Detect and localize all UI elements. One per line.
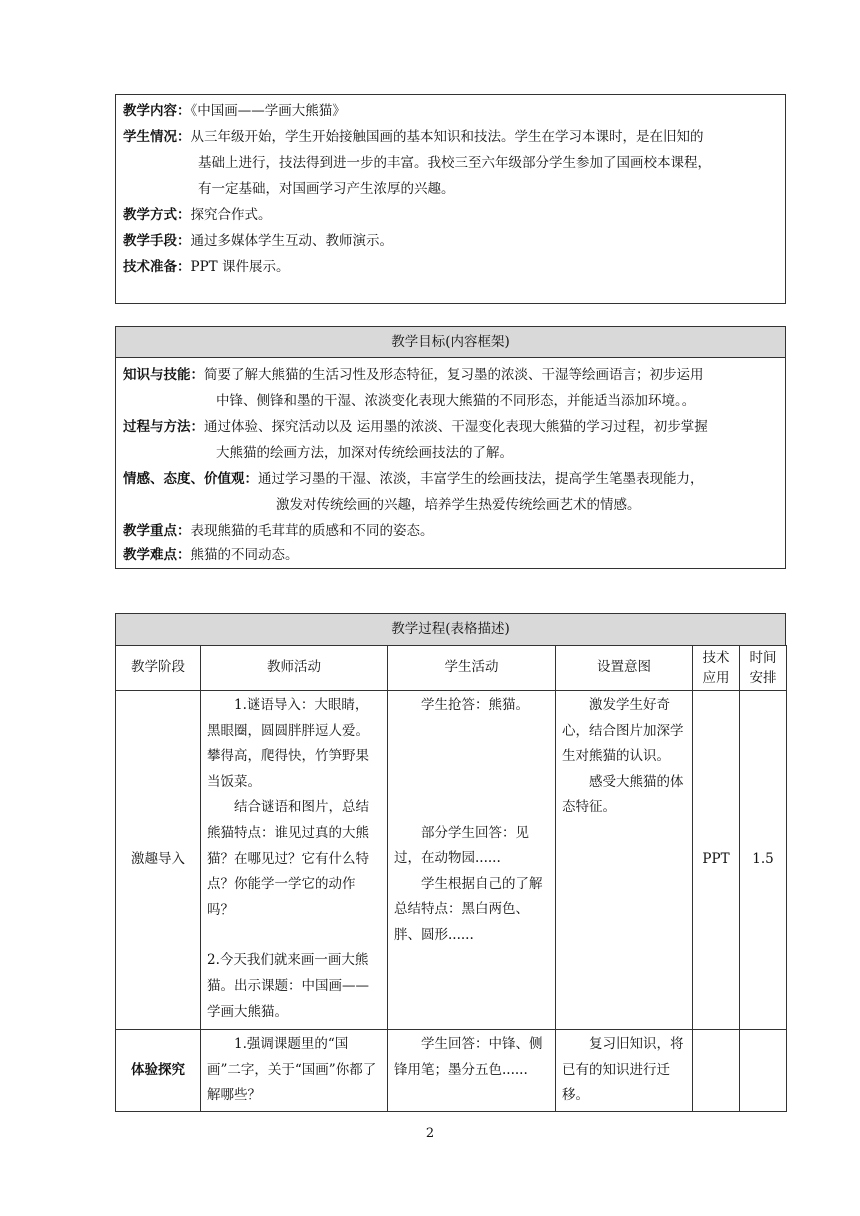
content-line xyxy=(123,101,346,121)
process-text-2: 大熊猫的绘画方法，加深对传统绘画技法的了解。 xyxy=(216,445,513,461)
content-value: 《中国画——学画大熊猫》 xyxy=(190,103,346,119)
emotion-text-2: 激发对传统绘画的兴趣，培养学生热爱传统绘画艺术的情感。 xyxy=(276,497,641,513)
student-line xyxy=(123,127,704,147)
teacher-cell xyxy=(201,691,388,1030)
stage-cell: 激趣导入 xyxy=(116,691,201,1030)
col-time: 时间安排 xyxy=(740,646,787,691)
time-cell: 1.5 xyxy=(740,691,787,1030)
knowledge-text-1: 简要了解大熊猫的生活习性及形态特征，复习墨的浓淡、干湿等绘画语言；初步运用 xyxy=(204,367,704,383)
difficult-label: 教学难点： xyxy=(123,547,191,563)
student-text-1: 从三年级开始，学生开始接触国画的基本知识和技法。学生在学习本课时，是在旧知的 xyxy=(190,129,704,145)
intent-cell xyxy=(556,691,693,1030)
student-para-3: 学生根据自己的了解总结特点：黑白两色、胖、圆形...... xyxy=(394,875,543,943)
student-text-2: 基础上进行，技法得到进一步的丰富。我校三至六年级部分学生参加了国画校本课程， xyxy=(198,155,711,171)
time-cell xyxy=(740,1030,787,1112)
table-row xyxy=(116,1030,787,1112)
goals-header: 教学目标(内容框架) xyxy=(116,327,785,358)
process-label: 过程与方法： xyxy=(123,419,204,435)
col-stage: 教学阶段 xyxy=(116,646,201,691)
col-teacher: 教师活动 xyxy=(201,646,388,691)
emotion-text-1: 通过学习墨的干湿、浓淡，丰富学生的绘画技法，提高学生笔墨表现能力， xyxy=(258,471,704,487)
col-student: 学生活动 xyxy=(388,646,556,691)
difficult-value: 熊猫的不同动态。 xyxy=(190,547,299,563)
process-table xyxy=(115,645,787,1112)
student-para-2: 部分学生回答：见过，在动物园...... xyxy=(394,824,529,867)
tech-line xyxy=(123,257,289,277)
teacher-para-1: 1.谜语导入：大眼睛，黑眼圈，圆圆胖胖逗人爱。攀得高，爬得快，竹笋野果当饭菜。 xyxy=(207,697,369,790)
intent-para-1: 复习旧知识，将已有的知识进行迁移。 xyxy=(562,1036,684,1104)
student-para-1: 学生回答：中锋、侧锋用笔；墨分五色...... xyxy=(394,1036,543,1078)
stage-cell xyxy=(116,1030,201,1112)
page-number: 2 xyxy=(425,1126,435,1141)
student-cell xyxy=(388,691,556,1030)
teacher-cell xyxy=(201,1030,388,1112)
method-line xyxy=(123,205,272,225)
emotion-label: 情感、态度、价值观： xyxy=(123,471,258,487)
student-cell xyxy=(388,1030,556,1112)
knowledge-label: 知识与技能： xyxy=(123,367,204,383)
teacher-para-1: 1.强调课题里的“国画”二字，关于“国画”你都了解哪些？ xyxy=(207,1036,377,1104)
key-line xyxy=(123,521,434,541)
process-text-1: 通过体验、探究活动以及 运用墨的浓淡、干湿变化表现大熊猫的学习过程，初步掌握 xyxy=(204,419,708,435)
difficult-line xyxy=(123,545,299,565)
key-value: 表现熊猫的毛茸茸的质感和不同的姿态。 xyxy=(190,523,434,539)
intent-para-2: 感受大熊猫的体态特征。 xyxy=(562,773,684,816)
table-header-row xyxy=(116,646,787,691)
knowledge-text-2: 中锋、侧锋和墨的干湿、浓淡变化表现大熊猫的不同形态，并能适当添加环境。。 xyxy=(216,393,696,409)
key-label: 教学重点： xyxy=(123,523,191,539)
student-text-3: 有一定基础，对国画学习产生浓厚的兴趣。 xyxy=(198,181,455,197)
means-line xyxy=(123,231,393,251)
knowledge-line xyxy=(123,365,704,385)
lesson-info-box xyxy=(115,94,786,304)
method-value: 探究合作式。 xyxy=(190,207,272,223)
stage-text: 体验探究 xyxy=(131,1061,185,1078)
process-header: 教学过程(表格描述) xyxy=(391,621,510,637)
col-tech: 技术应用 xyxy=(693,646,740,691)
tech-cell xyxy=(693,1030,740,1112)
method-label: 教学方式： xyxy=(123,207,191,223)
tech-cell: PPT xyxy=(693,691,740,1030)
process-header-box xyxy=(115,613,786,646)
process-line xyxy=(123,417,708,437)
student-para-1: 学生抢答：熊猫。 xyxy=(421,697,529,713)
intent-cell xyxy=(556,1030,693,1112)
tech-value: PPT 课件展示。 xyxy=(190,259,290,275)
teacher-para-3: 2.今天我们就来画一画大熊猫。出示课题：中国画——学画大熊猫。 xyxy=(207,952,369,1020)
student-label: 学生情况： xyxy=(123,129,191,145)
col-intent: 设置意图 xyxy=(556,646,693,691)
emotion-line xyxy=(123,469,704,489)
table-row xyxy=(116,691,787,1030)
means-value: 通过多媒体学生互动、教师演示。 xyxy=(190,233,393,249)
goals-box xyxy=(115,326,786,569)
means-label: 教学手段： xyxy=(123,233,191,249)
content-label: 教学内容： xyxy=(123,103,191,119)
tech-label: 技术准备： xyxy=(123,259,191,275)
teacher-para-2: 结合谜语和图片，总结熊猫特点：谁见过真的大熊猫？在哪见过？它有什么特点？你能学一学它的动作吗？ xyxy=(207,799,369,918)
intent-para-1: 激发学生好奇心，结合图片加深学生对熊猫的认识。 xyxy=(562,697,684,765)
